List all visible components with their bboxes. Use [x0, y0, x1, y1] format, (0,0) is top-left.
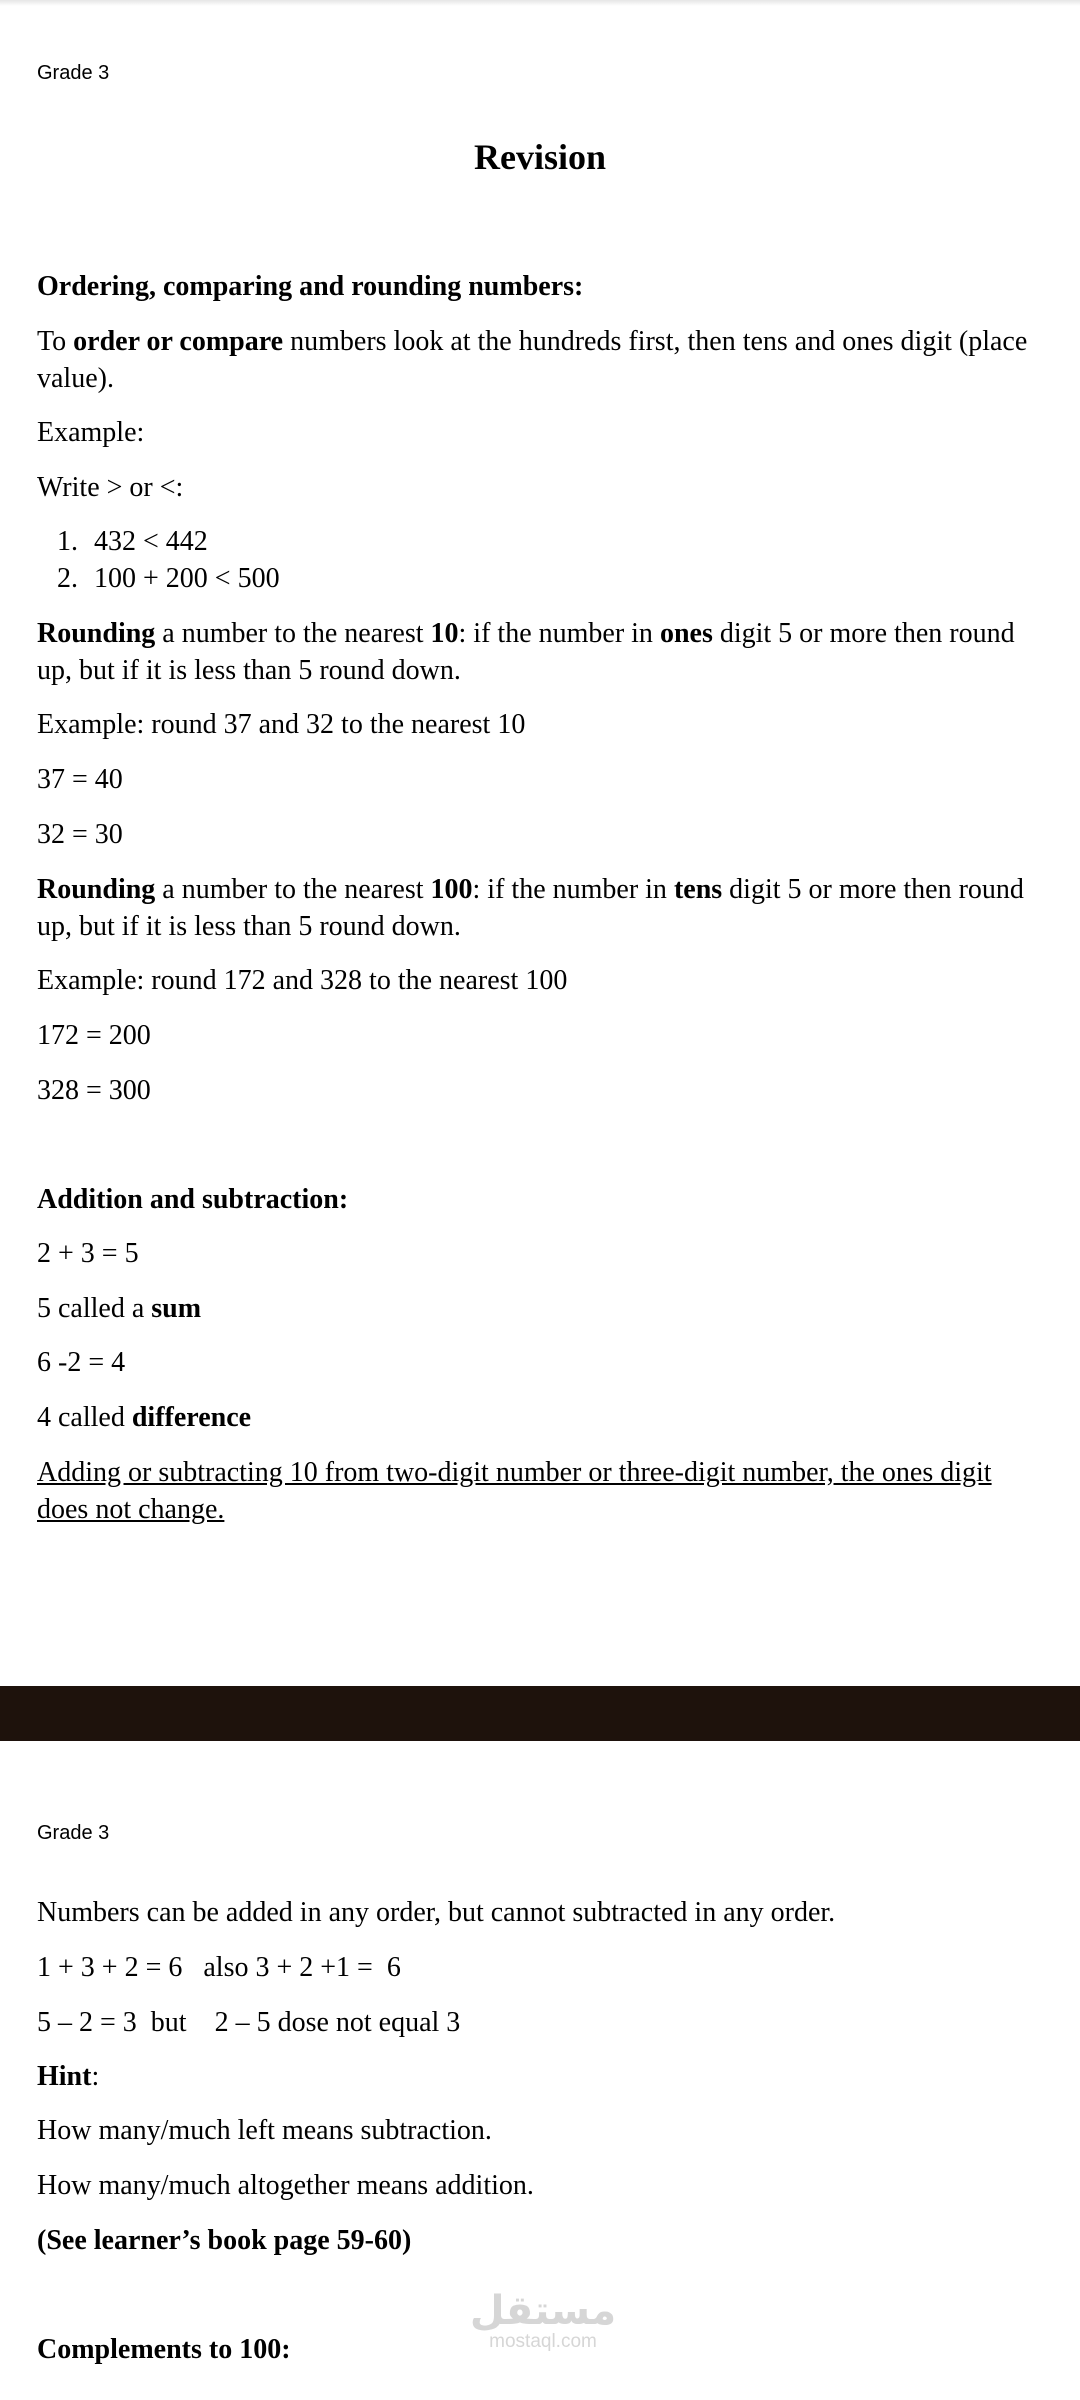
equation: 37 = 40	[37, 764, 123, 795]
equation: 6 -2 = 4	[37, 1347, 126, 1378]
equation: 2 + 3 = 5	[37, 1238, 139, 1269]
watermark-arabic: مستقل	[469, 2288, 617, 2334]
book-reference: (See learner’s book page 59-60)	[37, 2225, 412, 2256]
example-round-100: Example: round 172 and 328 to the nearest 100	[37, 965, 568, 996]
equation: 5 – 2 = 3 but 2 – 5 dose not equal 3	[37, 2007, 461, 2038]
watermark-logo	[468, 2290, 618, 2352]
example-label: Example:	[37, 417, 145, 448]
page-header: Grade 3	[37, 62, 110, 84]
watermark-latin: mostaql.com	[489, 2331, 597, 2352]
equation: 1 + 3 + 2 = 6 also 3 + 2 +1 = 6	[37, 1952, 401, 1983]
hint-addition: How many/much altogether means addition.	[37, 2170, 534, 2201]
hint-subtraction: How many/much left means subtraction.	[37, 2115, 492, 2146]
equation: 32 = 30	[37, 819, 123, 850]
paragraph-rounding-10: Rounding a number to the nearest 10: if the number in ones digit 5 or more then round up, but if it is less than 5 round down.	[37, 618, 1015, 686]
hint-label: Hint:	[37, 2061, 100, 2092]
page-divider	[0, 1686, 1080, 1741]
difference-definition: 4 called difference	[37, 1402, 252, 1433]
section-heading-complements: Complements to 100:	[37, 2334, 291, 2365]
write-instruction: Write > or <:	[37, 472, 184, 503]
underlined-note: Adding or subtracting 10 from two-digit number or three-digit number, the ones digit does not change.	[37, 1457, 992, 1525]
paragraph-rounding-100: Rounding a number to the nearest 100: if the number in tens digit 5 or more then round up, but if it is less than 5 round down.	[37, 874, 1024, 942]
equation: 172 = 200	[37, 1020, 151, 1051]
paragraph-order-compare: To order or compare numbers look at the hundreds first, then tens and ones digit (place value).	[37, 326, 1028, 394]
section-heading-addition: Addition and subtraction:	[37, 1184, 349, 1215]
paragraph-order: Numbers can be added in any order, but cannot subtracted in any order.	[37, 1897, 836, 1928]
sum-definition: 5 called a sum	[37, 1293, 202, 1324]
page-header: Grade 3	[37, 1822, 110, 1844]
equation: 328 = 300	[37, 1075, 151, 1106]
section-heading-ordering: Ordering, comparing and rounding numbers:	[37, 271, 584, 302]
example-round-10: Example: round 37 and 32 to the nearest 10	[37, 709, 526, 740]
list-item: 2. 100 + 200 < 500	[57, 563, 280, 594]
page-title: Revision	[473, 137, 606, 177]
list-item: 1. 432 < 442	[57, 526, 208, 557]
